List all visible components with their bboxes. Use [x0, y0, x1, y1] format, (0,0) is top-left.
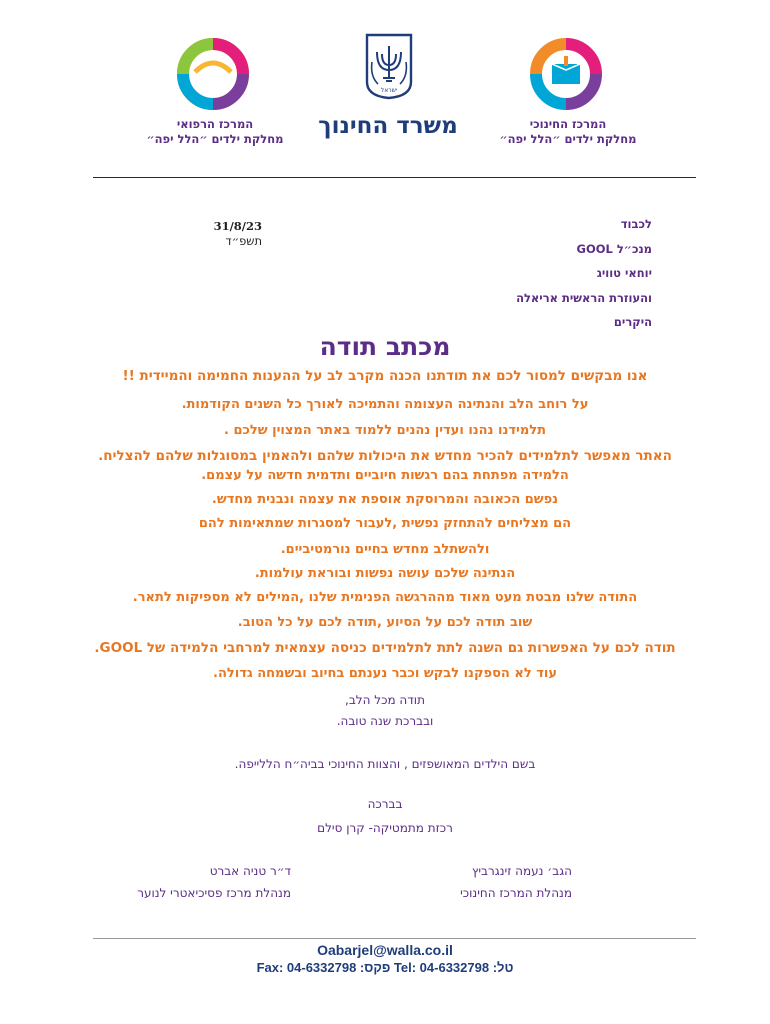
medical-center-subtitle: מחלקת ילדים ״הלל יפה״	[146, 132, 284, 146]
footer-divider	[93, 938, 696, 939]
addressee-line: לכבוד	[620, 217, 652, 231]
medical-center-label	[125, 117, 305, 147]
blessing: בברכה	[367, 797, 403, 811]
body-line: על רוחב הלב והנתינה העצומה והתמיכה לאורך כל השנים הקודמות.	[181, 397, 589, 412]
medical-center-logo	[175, 36, 251, 112]
body-line: ולהשתלב מחדש בחיים נורמטיביים.	[280, 542, 490, 557]
left-signatory-name: ד״ר טניה אברט	[209, 864, 291, 878]
education-center-subtitle: מחלקת ילדים ״הלל יפה״	[499, 132, 637, 146]
body-line: הם מצליחים להתחזק נפשית ,לעבור למסגרות שמתאימות להם	[198, 516, 572, 531]
body-line: נפשם הכאובה והמרוסקת אוספת את עצמה ונבנית מחדש.	[211, 492, 559, 507]
coordinator-signature: רכזת מתמטיקה- קרן סילם	[317, 821, 453, 835]
addressee-line: והעוזרת הראשית אריאלה	[516, 290, 652, 305]
right-signatory-name: הגב׳ נעמה זינגרביץ	[471, 864, 572, 878]
date-block	[190, 219, 262, 249]
education-center-label	[478, 117, 658, 147]
contact-email[interactable]: Oabarjel@walla.co.il	[317, 942, 453, 958]
body-line: התודה שלנו מבטת מעט מאוד מההרגשה הפנימית שלנו ,המילים לא מספיקות לתאר.	[132, 590, 638, 605]
state-emblem-icon	[364, 32, 414, 100]
on-behalf-line: בשם הילדים המאושפזים , והצוות החינוכי בביה״ח הללייפה.	[234, 757, 536, 771]
addressee-line: יוחאי טוויג	[596, 266, 652, 280]
right-signatory-role: מנהלת המרכז החינוכי	[460, 886, 572, 900]
body-line: הנתינה שלכם עושה נפשות ובוראת עולמות.	[254, 566, 516, 581]
hebrew-year: תשפ״ד	[225, 234, 262, 248]
body-line: שוב תודה לכם על הסיוע ,תודה לכם על כל הטוב.	[237, 615, 533, 630]
ministry-title: משרד החינוך	[318, 113, 458, 139]
left-signatory-role: מנהלת מרכז פסיכיאטרי לנוער	[137, 886, 291, 900]
body-line: הלמידה מפתחת בהם רגשות חיוביים ותדמית חדשה על עצמם.	[201, 468, 569, 483]
education-center-logo	[528, 36, 604, 112]
body-line: תודה לכם על האפשרות גם השנה לתת לתלמידים כניסה עצמאית למרחבי הלמידה של GOOL.	[94, 640, 676, 656]
body-line: האתר מאפשר לתלמידים להכיר מחדש את היכולות שלהם ולהאמין במסוגלות שלהם להצליח.	[98, 448, 672, 464]
header-divider	[93, 177, 696, 178]
emblem-caption: ישראל	[380, 87, 398, 94]
addressee-line: היקרים	[613, 315, 652, 329]
body-line: אנו מבקשים למסור לכם את תודתנו הכנה מקרב לב על ההענות החמימה והמיידית !!	[122, 368, 648, 384]
letter-title: מכתב תודה	[319, 332, 451, 361]
addressee-block	[516, 216, 652, 339]
contact-phone-fax: Fax: 04-6332798 :פקס Tel: 04-6332798 :טל	[256, 960, 514, 975]
body-line: תלמידנו נהנו ועדין נהנים ללמוד באתר המצוין שלכם .	[224, 423, 546, 438]
body-line: עוד לא הספקנו לבקש וכבר נענתם בחיוב ובשמחה גדולה.	[213, 666, 557, 681]
education-center-title: המרכז החינוכי	[529, 117, 607, 131]
closing-line: ובברכת שנה טובה.	[336, 714, 434, 728]
closing-line: תודה מכל הלב,	[345, 693, 425, 707]
medical-center-title: המרכז הרפואי	[176, 117, 254, 131]
addressee-line: מנכ״ל GOOL	[576, 241, 652, 256]
gregorian-date: 31/8/23	[213, 219, 262, 233]
